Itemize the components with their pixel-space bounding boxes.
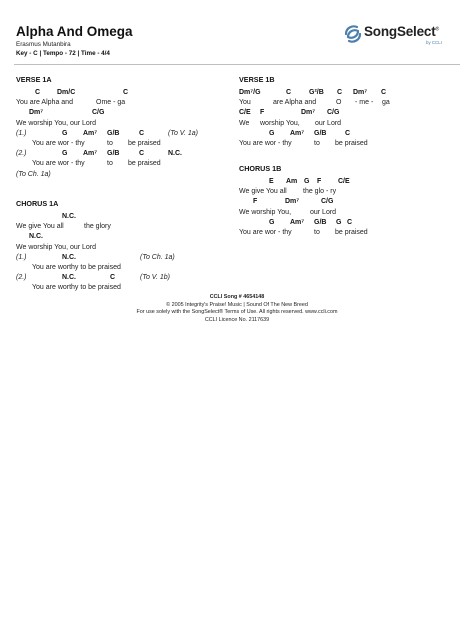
lyric-line bbox=[239, 139, 368, 149]
lyric-line bbox=[16, 139, 161, 149]
terms-line: For use solely with the SongSelect® Terms of Use. All rights reserved. www.ccli.com bbox=[136, 309, 338, 316]
chord: Am⁷ bbox=[290, 129, 305, 137]
copyright-footer bbox=[0, 294, 474, 324]
ccli-song-number: CCLI Song # 4654148 bbox=[209, 294, 265, 300]
header-divider bbox=[14, 64, 460, 65]
chord: C bbox=[345, 129, 351, 137]
lyric: We worship You, our Lord bbox=[16, 119, 97, 127]
lyric: ga bbox=[382, 99, 390, 107]
section-verse-1a bbox=[16, 74, 198, 180]
chord: C/G bbox=[92, 109, 105, 117]
lyric: O bbox=[336, 99, 342, 107]
chord: C bbox=[139, 150, 145, 158]
lyric: our Lord bbox=[310, 208, 337, 216]
chord: C bbox=[35, 89, 41, 96]
ending-marker: (2.) bbox=[16, 274, 27, 282]
section-title: VERSE 1A bbox=[16, 75, 52, 84]
lyric: You are worthy to be praised bbox=[32, 284, 121, 292]
lyric: We give You all bbox=[239, 188, 287, 196]
lyric-line bbox=[16, 263, 121, 273]
chord: Dm⁷ bbox=[29, 109, 44, 117]
chord: G bbox=[304, 178, 310, 185]
chord: N.C. bbox=[62, 253, 76, 261]
songselect-swirl-icon bbox=[343, 23, 363, 45]
ending-marker: (1.) bbox=[16, 253, 27, 261]
chord-line bbox=[16, 232, 58, 242]
lyric: Ome - ga bbox=[96, 99, 126, 107]
chord-line bbox=[239, 197, 334, 207]
lyric: We bbox=[239, 119, 250, 127]
lyric: You are wor - thy bbox=[239, 139, 292, 147]
chord: G/B bbox=[314, 218, 327, 226]
song-key-tempo-time: Key - C | Tempo - 72 | Time - 4/4 bbox=[16, 50, 110, 57]
chord: C/E bbox=[338, 178, 350, 185]
lyric: be praised bbox=[335, 139, 368, 147]
songselect-logo bbox=[343, 23, 463, 47]
chord-line bbox=[239, 88, 387, 98]
chord: C/E bbox=[239, 109, 251, 117]
chord: C/G bbox=[327, 109, 340, 117]
copyright-line: © 2005 Integrity's Praise! Music | Sound Of The New Breed bbox=[166, 301, 308, 308]
lyric: worship You, bbox=[260, 119, 300, 127]
chord-line bbox=[239, 129, 351, 139]
lyric: We worship You, bbox=[239, 208, 292, 216]
song-author: Erasmus Mutanbira bbox=[16, 41, 71, 48]
chord: G/B bbox=[107, 150, 120, 158]
lyric: our Lord bbox=[315, 119, 342, 127]
ending-marker: (2.) bbox=[16, 150, 27, 158]
chord-line bbox=[16, 149, 182, 159]
lyric-line bbox=[239, 119, 342, 129]
lyric: to bbox=[107, 139, 113, 147]
chord: G bbox=[336, 218, 342, 226]
lyric: You are wor - thy bbox=[32, 160, 85, 168]
chord: Dm⁷/G bbox=[239, 89, 261, 96]
jump-note: (To V. 1b) bbox=[140, 274, 170, 282]
lyric: to bbox=[314, 228, 320, 236]
chord: C bbox=[139, 129, 145, 137]
chord: G²/B bbox=[309, 89, 324, 96]
chord: C bbox=[286, 89, 292, 96]
lyric: We worship You, our Lord bbox=[16, 243, 97, 251]
chord-line bbox=[239, 108, 340, 118]
chord: N.C. bbox=[29, 233, 43, 241]
chord: F bbox=[260, 109, 265, 117]
chord: G/B bbox=[107, 129, 120, 137]
chord: Am⁷ bbox=[83, 150, 98, 158]
lyric: to bbox=[107, 160, 113, 168]
chord: G bbox=[62, 150, 68, 158]
chord: Dm⁷ bbox=[353, 89, 368, 96]
section-chorus-1b bbox=[239, 163, 368, 238]
logo-by-ccli: by CCLI bbox=[426, 40, 442, 45]
chord-line bbox=[16, 88, 129, 98]
section-title: CHORUS 1A bbox=[16, 199, 59, 208]
section-verse-1b bbox=[239, 74, 390, 149]
logo-wordmark: SongSelect® bbox=[364, 24, 440, 39]
chord: N.C. bbox=[62, 274, 76, 282]
section-title: VERSE 1B bbox=[239, 75, 275, 84]
lyric: You are Alpha and bbox=[16, 99, 73, 107]
lyric-line bbox=[16, 222, 111, 232]
lyric-line bbox=[16, 243, 97, 253]
chord: F bbox=[317, 178, 322, 185]
chord: G/B bbox=[314, 129, 327, 137]
chord-line bbox=[16, 253, 175, 263]
chord: Dm⁷ bbox=[285, 198, 300, 206]
lyric-line bbox=[239, 187, 337, 197]
jump-note: (To V. 1a) bbox=[168, 129, 198, 137]
lyric: the glory bbox=[84, 223, 111, 231]
chord: Am⁷ bbox=[290, 218, 305, 226]
lyric: be praised bbox=[128, 139, 161, 147]
lyric: be praised bbox=[335, 228, 368, 236]
chord: G bbox=[269, 218, 275, 226]
ccli-licence: CCLI Licence No. 2117639 bbox=[204, 316, 270, 323]
lyric: be praised bbox=[128, 160, 161, 168]
lyric: You bbox=[239, 99, 251, 107]
chord: C bbox=[337, 89, 343, 96]
chord-line bbox=[239, 218, 353, 228]
chord: C bbox=[347, 218, 353, 226]
note-line bbox=[16, 170, 52, 180]
chord: Am bbox=[286, 178, 298, 185]
chord: G bbox=[62, 129, 68, 137]
lyric-line bbox=[16, 119, 97, 129]
lyric: - me - bbox=[355, 99, 374, 107]
chord-line bbox=[16, 129, 198, 139]
chord: Am⁷ bbox=[83, 129, 98, 137]
lyric-line bbox=[16, 159, 161, 169]
chord: F bbox=[253, 198, 258, 206]
chord: N.C. bbox=[168, 150, 182, 158]
section-chorus-1a bbox=[16, 198, 175, 294]
lyric-line bbox=[239, 208, 337, 218]
chord: Dm/C bbox=[57, 89, 76, 96]
chord-line bbox=[16, 108, 105, 118]
chord: C bbox=[110, 274, 116, 282]
lyric: You are wor - thy bbox=[239, 228, 292, 236]
chord: C bbox=[381, 89, 387, 96]
chord: G bbox=[269, 129, 275, 137]
chord-line bbox=[239, 177, 350, 187]
jump-note: (To Ch. 1a) bbox=[16, 170, 51, 178]
chord-line bbox=[16, 212, 76, 222]
lyric: to bbox=[314, 139, 320, 147]
jump-note: (To Ch. 1a) bbox=[140, 253, 175, 261]
lyric-line bbox=[239, 228, 368, 238]
chord: C/G bbox=[321, 198, 334, 206]
lyric: You are worthy to be praised bbox=[32, 263, 121, 271]
lyric: We give You all bbox=[16, 223, 64, 231]
lyric-line bbox=[239, 98, 390, 108]
lyric: are Alpha and bbox=[273, 99, 317, 107]
chord: E bbox=[269, 178, 274, 185]
chord: Dm⁷ bbox=[301, 109, 316, 117]
ending-marker: (1.) bbox=[16, 129, 27, 137]
song-title: Alpha And Omega bbox=[16, 24, 133, 39]
lyric-line bbox=[16, 98, 126, 108]
lyric-line bbox=[16, 283, 121, 293]
chord-line bbox=[16, 273, 170, 283]
lyric: the glo - ry bbox=[303, 188, 337, 196]
section-title: CHORUS 1B bbox=[239, 164, 282, 173]
chord: C bbox=[123, 89, 129, 96]
lyric: You are wor - thy bbox=[32, 139, 85, 147]
chord: N.C. bbox=[62, 213, 76, 220]
